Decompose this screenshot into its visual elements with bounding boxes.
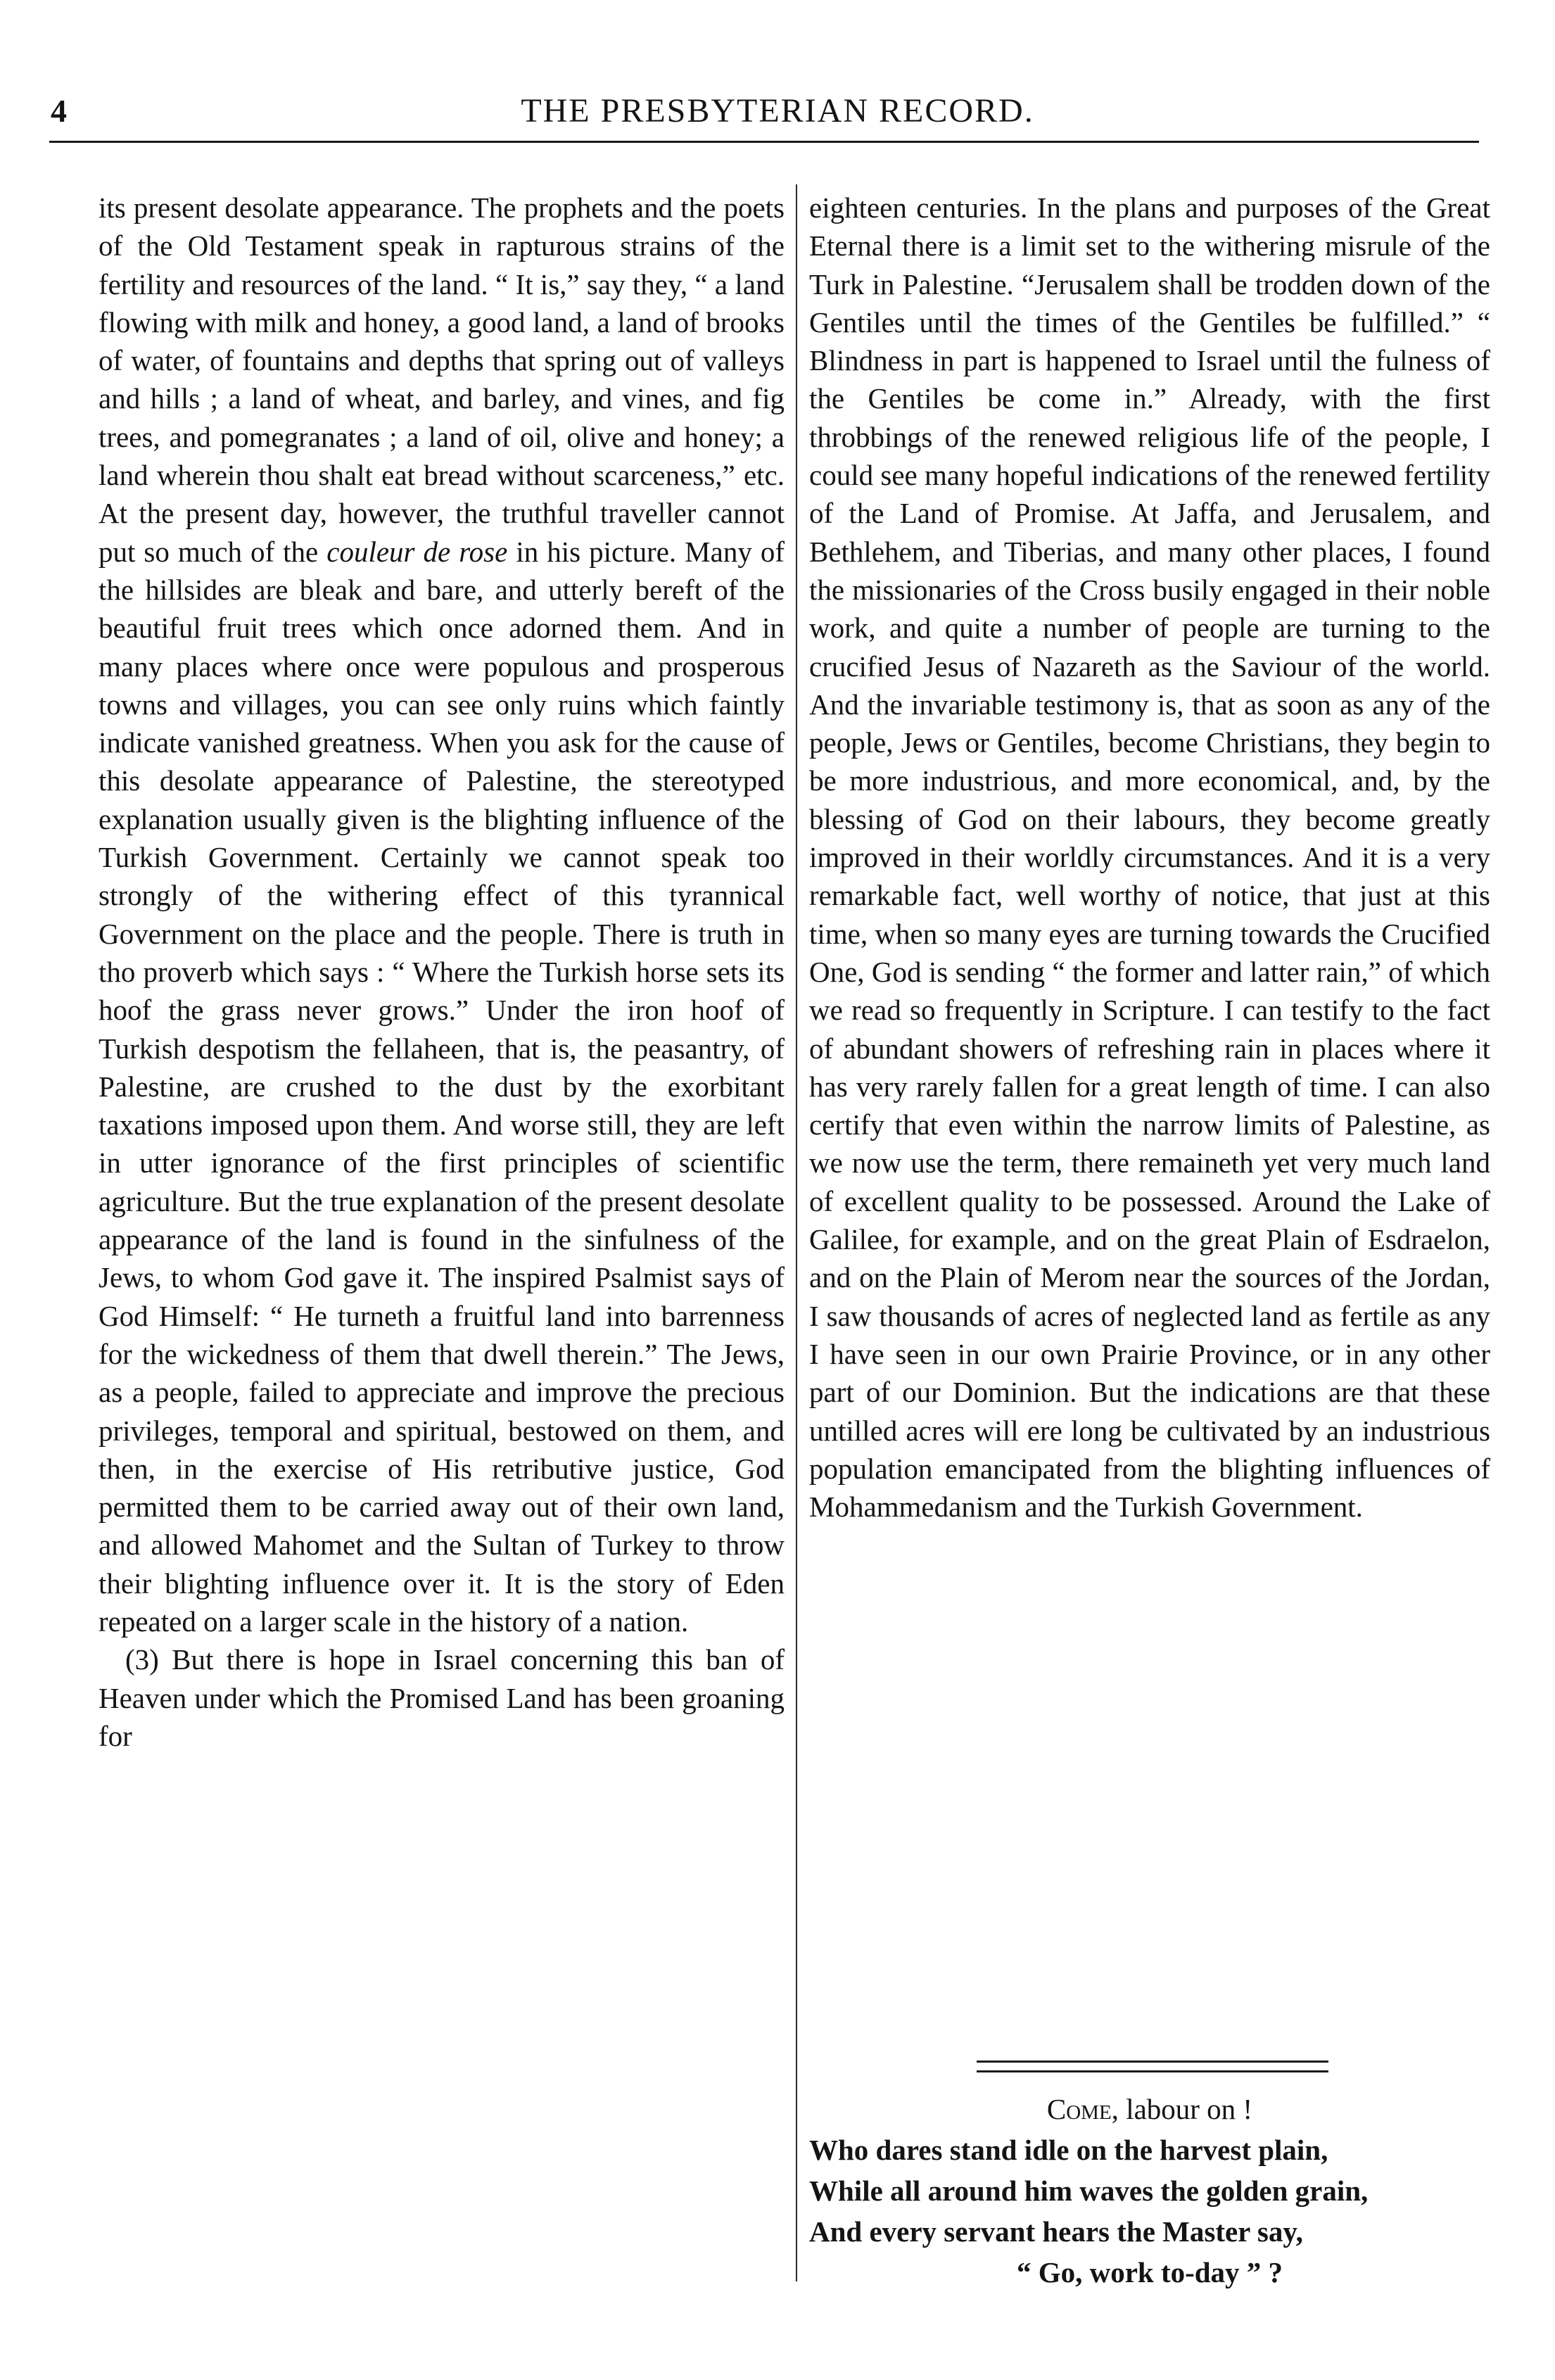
right-column [809, 189, 1490, 1526]
left-paragraph-1-text-a: its present desolate appearance. The prophets and the poets of the Old Testament speak in rapturous strains of the fertility and resources of the land. “ It is,” say they, “ a land flowing with milk and honey, a good land, a land of brooks of water, of fountains and depths that spring out of valleys and hills ; a land of wheat, and barley, and vines, and fig trees, and pomegranates ; a land of oil, olive and honey; a land wherein thou shalt eat bread without scarceness,” etc. At the present day, however, the truthful traveller cannot put so much of the [99, 191, 785, 568]
left-column [99, 189, 785, 1755]
poem [809, 2089, 1490, 2293]
journal-title: THE PRESBYTERIAN RECORD. [521, 92, 1034, 129]
poem-title-rest: labour on ! [1118, 2093, 1253, 2125]
separator-rule-top [977, 2061, 1328, 2063]
poem-line-4: “ Go, work to-day ” ? [1016, 2256, 1283, 2289]
italic-phrase: couleur de rose [326, 535, 508, 568]
section-separator [977, 2061, 1328, 2076]
header-rule [49, 141, 1479, 143]
separator-rule-bottom [977, 2070, 1328, 2072]
poem-line-1: Who dares stand idle on the harvest plain, [809, 2134, 1328, 2166]
poem-line-2: While all around him waves the golden grain, [809, 2175, 1369, 2207]
left-paragraph-2: (3) But there is hope in Israel concerning this ban of Heaven under which the Promised Land has been groaning for [99, 1643, 785, 1752]
poem-line-3: And every servant hears the Master say, [809, 2215, 1303, 2248]
left-paragraph-1-text-b: in his picture. Many of the hillsides are bleak and bare, and utterly bereft of the beautiful fruit trees which once adorned them. And in many places where once were populous and prosperous towns and villages, you can see only ruins which faintly indicate vanished greatness. When you ask for the cause of this desolate appearance of Palestine, the stereotyped explanation usually given is the blighting influence of the Turkish Government. Certainly we cannot speak too strongly of the withering effect of this tyrannical Government on the place and the people. There is truth in tho proverb which says : “ Where the Turkish horse sets its hoof the grass never grows.” Under the iron hoof of Turkish despotism the fellaheen, that is, the peasantry, of Palestine, are crushed to the dust by the exorbitant taxations imposed upon them. And worse still, they are left in utter ignorance of the first principles of scientific agriculture. But the true explanation of the present desolate appearance of the land is found in the sinfulness of the Jews, to whom God gave it. The inspired Psalmist says of God Himself: “ He turneth a fruitful land into barrenness for the wickedness of them that dwell therein.” The Jews, as a people, failed to appreciate and improve the precious privileges, temporal and spiritual, bestowed on them, and then, in the exercise of His retributive justice, God permitted them to be carried away out of their own land, and allowed Mahomet and the Sultan of Turkey to throw their blighting influence over it. It is the story of Eden repeated on a larger scale in the history of a nation. [99, 535, 785, 1638]
right-paragraph-1: eighteen centuries. In the plans and purposes of the Great Eternal there is a limit set to the withering misrule of the Turk in Palestine. “Jerusalem shall be trodden down of the Gentiles until the times of the Gentiles be fulfilled.” “ Blindness in part is happened to Israel until the fulness of the Gentiles be come in.” Already, with the first throbbings of the renewed religious life of the people, I could see many hopeful indications of the renewed fertility of the Land of Promise. At Jaffa, and Jerusalem, and Bethlehem, and Tiberias, and many other places, I found the missionaries of the Cross busily engaged in their noble work, and quite a number of people are turning to the crucified Jesus of Nazareth as the Saviour of the world. And the invariable testimony is, that as soon as any of the people, Jews or Gentiles, become Christians, they begin to be more industrious, and more economical, and, by the blessing of God on their labours, they become greatly improved in their worldly circumstances. And it is a very remarkable fact, well worthy of notice, that just at this time, when so many eyes are turning towards the Crucified One, God is sending “ the former and latter rain,” of which we read so frequently in Scripture. I can testify to the fact of abundant showers of refreshing rain in places where it has very rarely fallen for a great length of time. I can also certify that even within the narrow limits of Palestine, as we now use the term, there remaineth yet very much land of excellent quality to be possessed. Around the Lake of Galilee, for example, and on the great Plain of Esdraelon, and on the Plain of Merom near the sources of the Jordan, I saw thousands of acres of neglected land as fertile as any I have seen in our own Prairie Province, or in any other part of our Dominion. But the indications are that these untilled acres will ere long be cultivated by an industrious population emancipated from the blighting influences of Mohammedanism and the Turkish Government. [809, 191, 1490, 1524]
poem-title [809, 2089, 1490, 2129]
page-number: 4 [51, 93, 67, 129]
poem-title-first-word: Come, [1046, 2093, 1119, 2125]
column-divider [796, 184, 797, 2281]
page-header [0, 90, 1555, 132]
left-paragraph-1 [99, 189, 785, 1640]
